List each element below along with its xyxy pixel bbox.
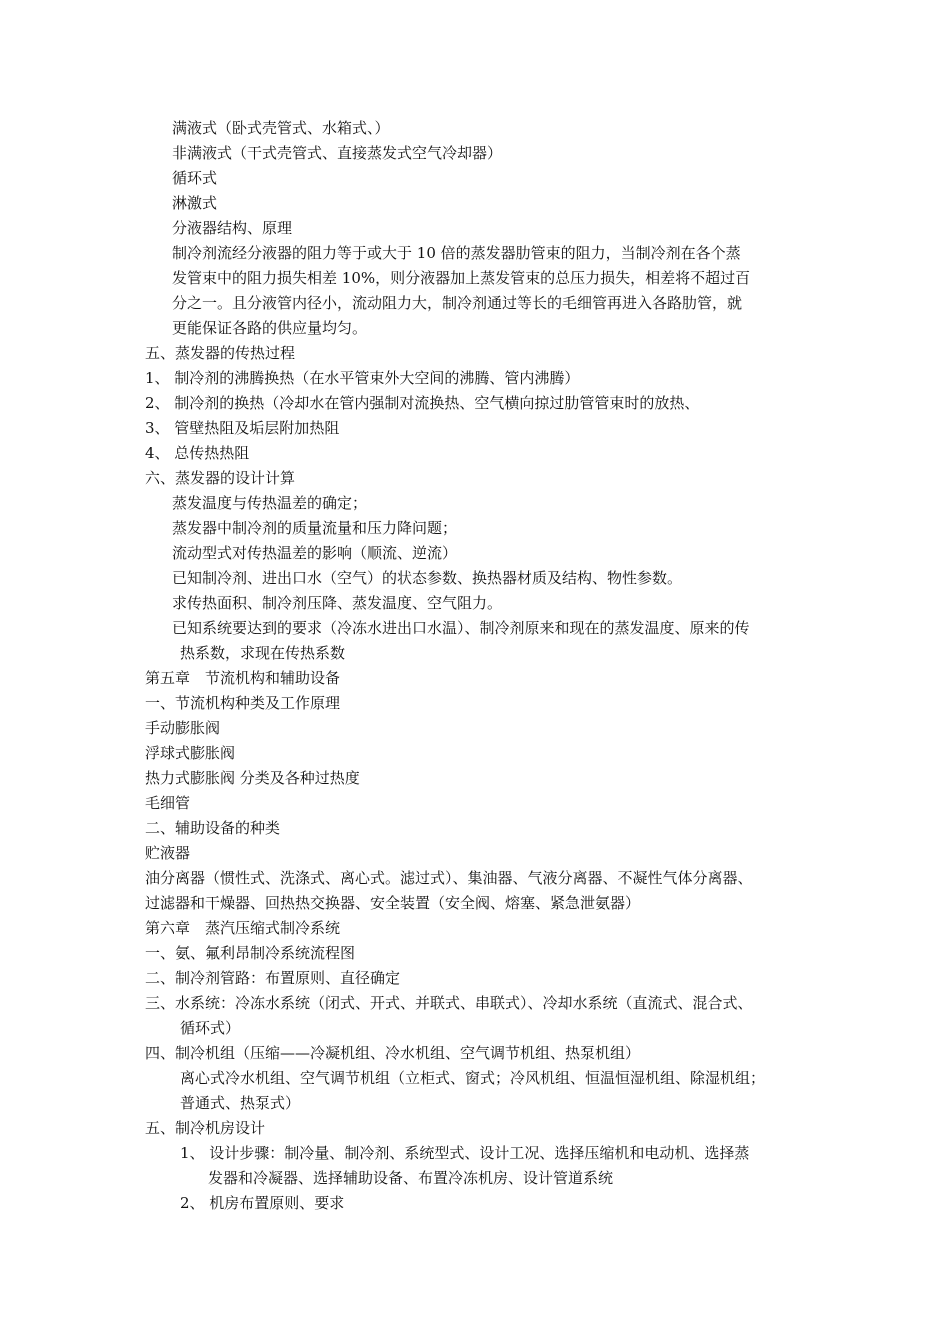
section-heading: 六、蒸发器的设计计算 — [145, 469, 296, 487]
text-line: 手动膨胀阀 — [145, 719, 221, 737]
chapter-heading: 第六章 蒸汽压缩式制冷系统 — [145, 919, 341, 937]
numbered-item: 3、 管壁热阻及垢层附加热阻 — [145, 419, 340, 437]
text-line: 浮球式膨胀阀 — [145, 744, 236, 762]
text-line: 毛细管 — [145, 794, 191, 812]
text-line: 满液式（卧式壳管式、水箱式、） — [172, 119, 390, 137]
paragraph-line: 分之一。且分液管内径小，流动阻力大，制冷剂通过等长的毛细管再进入各路肋管，就 — [172, 294, 743, 312]
text-line: 已知制冷剂、进出口水（空气）的状态参数、换热器材质及结构、物性参数。 — [172, 569, 683, 587]
paragraph-line: 普通式、热泵式） — [180, 1094, 301, 1112]
text-line: 热力式膨胀阀 分类及各种过热度 — [145, 769, 360, 787]
paragraph-line: 已知系统要达到的要求（冷冻水进出口水温）、制冷剂原来和现在的蒸发温度、原来的传 — [172, 619, 750, 637]
numbered-item: 2、 机房布置原则、要求 — [180, 1194, 345, 1212]
text-line: 循环式 — [172, 169, 218, 187]
paragraph-line: 发管束中的阻力损失相差 10%，则分液器加上蒸发管束的总压力损失，相差将不超过百 — [172, 269, 751, 287]
paragraph-line: 制冷剂流经分液器的阻力等于或大于 10 倍的蒸发器肋管束的阻力，当制冷剂在各个蒸 — [172, 244, 741, 262]
numbered-item: 发器和冷凝器、选择辅助设备、布置冷冻机房、设计管道系统 — [208, 1169, 614, 1187]
paragraph-line: 离心式冷水机组、空气调节机组（立柜式、窗式；冷风机组、恒温恒湿机组、除湿机组； — [180, 1069, 766, 1087]
numbered-item: 1、 制冷剂的沸腾换热（在水平管束外大空间的沸腾、管内沸腾） — [145, 369, 580, 387]
text-line: 贮液器 — [145, 844, 191, 862]
text-line: 求传热面积、制冷剂压降、蒸发温度、空气阻力。 — [172, 594, 503, 612]
section-heading: 五、蒸发器的传热过程 — [145, 344, 296, 362]
section-heading: 五、制冷机房设计 — [145, 1119, 266, 1137]
numbered-item: 4、 总传热热阻 — [145, 444, 250, 462]
text-line: 蒸发温度与传热温差的确定； — [172, 494, 368, 512]
chapter-heading: 第五章 节流机构和辅助设备 — [145, 669, 341, 687]
section-heading: 一、氨、氟利昂制冷系统流程图 — [145, 944, 356, 962]
paragraph-line: 油分离器（惯性式、洗涤式、离心式。滤过式）、集油器、气液分离器、不凝性气体分离器、 — [145, 869, 753, 887]
paragraph-line: 更能保证各路的供应量均匀。 — [172, 319, 368, 337]
text-line: 非满液式（干式壳管式、直接蒸发式空气冷却器） — [172, 144, 503, 162]
text-line: 蒸发器中制冷剂的质量流量和压力降问题； — [172, 519, 458, 537]
section-heading: 二、辅助设备的种类 — [145, 819, 281, 837]
numbered-item: 1、 设计步骤：制冷量、制冷剂、系统型式、设计工况、选择压缩机和电动机、选择蒸 — [180, 1144, 750, 1162]
section-heading: 一、节流机构种类及工作原理 — [145, 694, 341, 712]
section-heading: 二、制冷剂管路：布置原则、直径确定 — [145, 969, 401, 987]
text-line: 淋激式 — [172, 194, 218, 212]
text-line: 分液器结构、原理 — [172, 219, 293, 237]
paragraph-line: 过滤器和干燥器、回热热交换器、安全装置（安全阀、熔塞、紧急泄氨器） — [145, 894, 641, 912]
numbered-item: 2、 制冷剂的换热（冷却水在管内强制对流换热、空气横向掠过肋管管束时的放热、 — [145, 394, 700, 412]
section-heading: 三、水系统：冷冻水系统（闭式、开式、并联式、串联式）、冷却水系统（直流式、混合式、 — [145, 994, 753, 1012]
section-heading: 四、制冷机组（压缩——冷凝机组、冷水机组、空气调节机组、热泵机组） — [145, 1044, 641, 1062]
paragraph-line: 循环式） — [180, 1019, 241, 1037]
paragraph-line: 热系数，求现在传热系数 — [180, 644, 346, 662]
text-line: 流动型式对传热温差的影响（顺流、逆流） — [172, 544, 458, 562]
